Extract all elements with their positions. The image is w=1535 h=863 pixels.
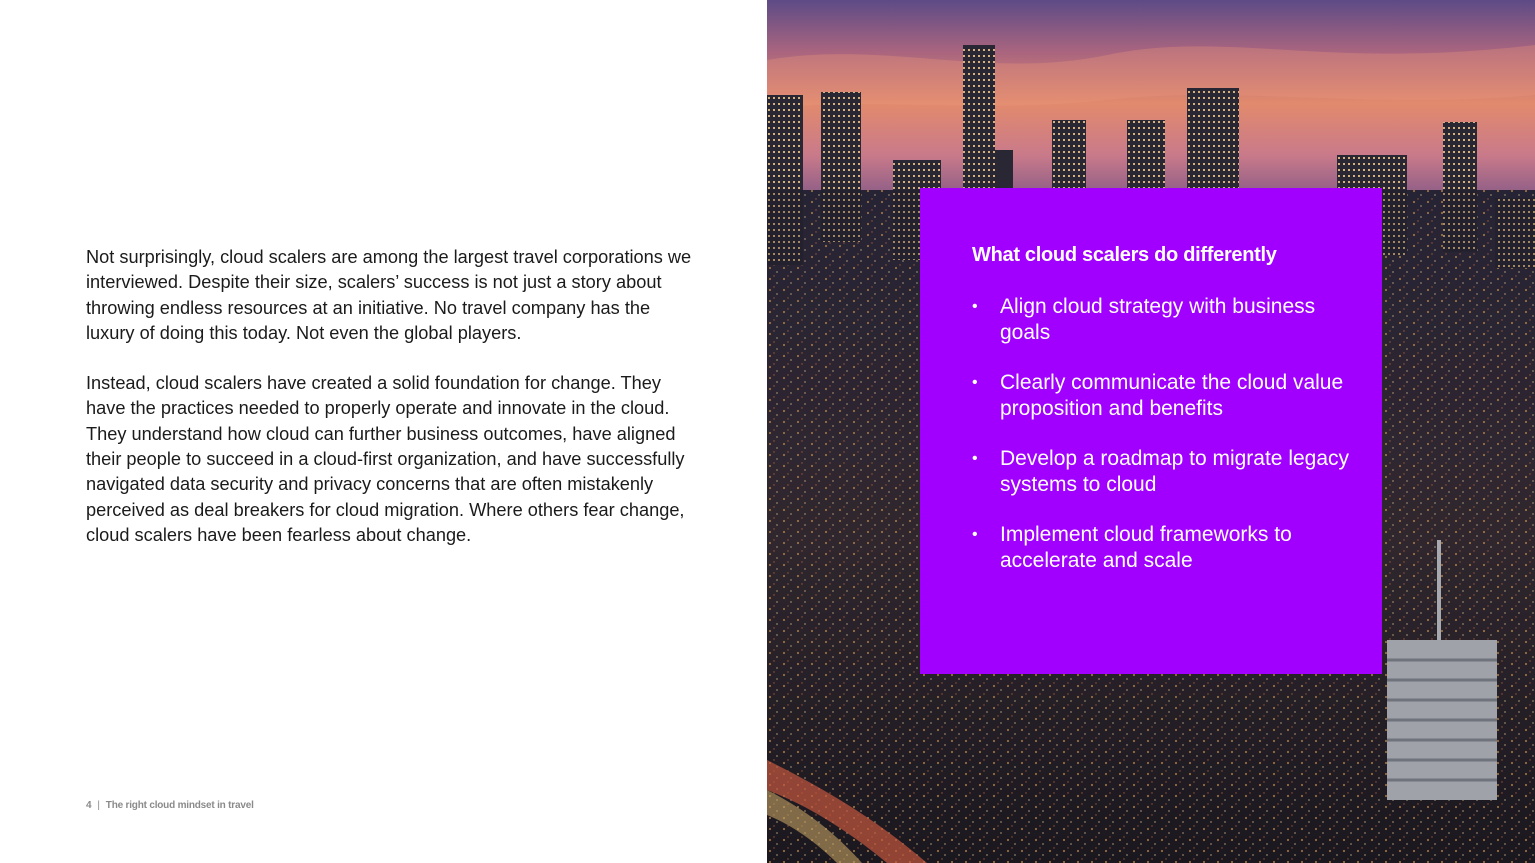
bullet-icon: • (972, 526, 978, 543)
list-item (972, 294, 1352, 345)
list-item (972, 370, 1352, 421)
bullet-icon: • (972, 374, 978, 391)
list-item-text: Align cloud strategy with business goals (1000, 295, 1316, 344)
page-footer (86, 800, 254, 811)
footer-separator: | (97, 800, 100, 811)
list-item-text: Clearly communicate the cloud value proposition and benefits (1000, 371, 1344, 420)
list-item-text: Develop a roadmap to migrate legacy systems to cloud (1000, 447, 1350, 496)
callout-title: What cloud scalers do differently (972, 244, 1277, 266)
callout-box (920, 188, 1382, 674)
text-panel (0, 0, 767, 863)
list-item (972, 522, 1352, 573)
body-paragraph-1: Not surprisingly, cloud scalers are among the largest travel corporations we interviewed. Despite their size, scalers’ success is not just a story about throwing endless resources at an initiative. No travel company has the luxury of doing this today. Not even the global players. (86, 247, 692, 343)
callout-list (972, 294, 1352, 598)
body-text (86, 245, 696, 573)
bullet-icon: • (972, 450, 978, 467)
list-item-text: Implement cloud frameworks to accelerate and scale (1000, 523, 1292, 572)
footer-title: The right cloud mindset in travel (105, 800, 254, 811)
body-paragraph-2: Instead, cloud scalers have created a solid foundation for change. They have the practices needed to properly operate and innovate in the cloud. They understand how cloud can further business outcomes, have aligned their people to succeed in a cloud-first organization, and have successfully navigated data security and privacy concerns that are often mistakenly perceived as deal breakers for cloud migration. Where others fear change, cloud scalers have been fearless about change. (86, 373, 685, 545)
bullet-icon: • (972, 298, 978, 315)
page-number: 4 (86, 800, 92, 811)
list-item (972, 446, 1352, 497)
